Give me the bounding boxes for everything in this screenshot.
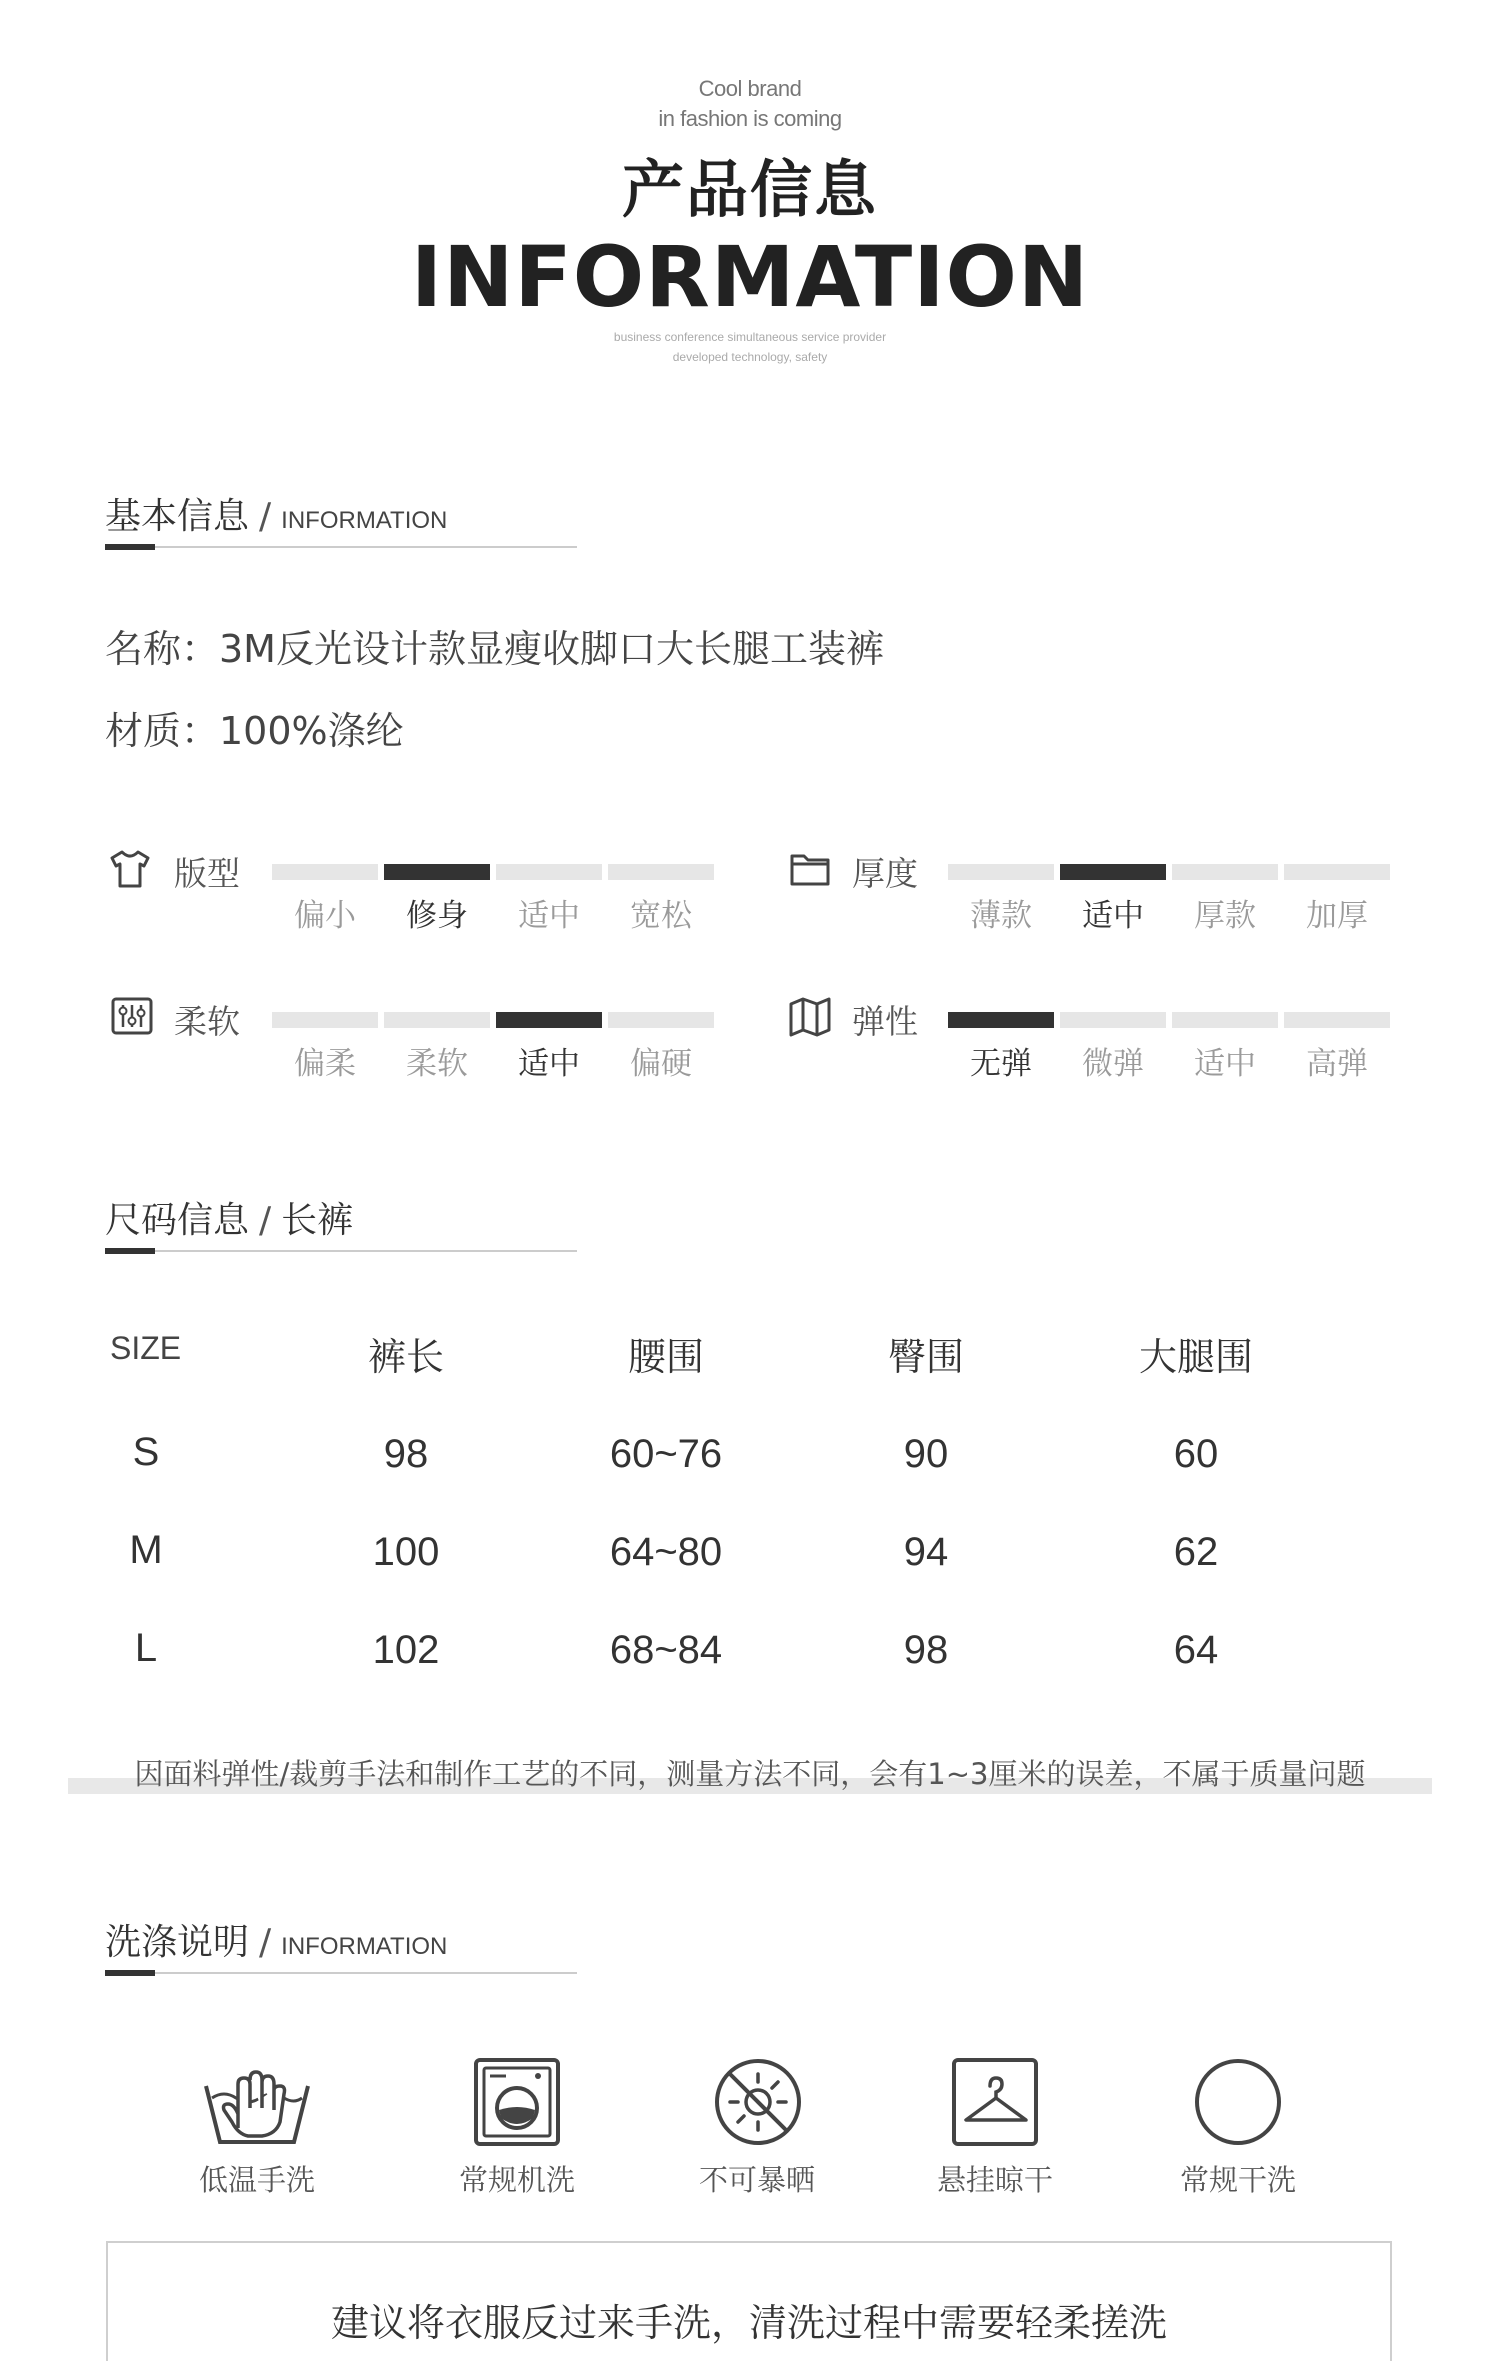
thickness-option: 厚款 [1194,898,1256,934]
table-cell-size: L [134,1626,158,1670]
dry-clean-icon [1183,2056,1293,2150]
brand-line-2: in fashion is coming [658,106,842,131]
thickness-option-selected: 适中 [1082,898,1144,934]
no-sun-icon [703,2056,813,2150]
care-section-divider [105,1972,577,1974]
hand-wash-icon [202,2058,312,2152]
table-cell: 102 [372,1628,440,1672]
softness-option: 偏柔 [294,1046,356,1082]
attr-label-thickness: 厚度 [852,854,918,893]
care-label: 常规机洗 [458,2163,575,2197]
elasticity-option: 高弹 [1306,1046,1368,1082]
basic-section-title: 基本信息 / INFORMATION [105,496,448,537]
elasticity-bar-segment [1060,1012,1166,1028]
size-section-divider [105,1250,577,1252]
care-label: 常规干洗 [1179,2163,1296,2197]
table-header-thigh: 大腿围 [1138,1335,1253,1379]
table-cell: 68~84 [609,1628,723,1672]
folder-icon [788,846,832,894]
softness-bar-segment-selected [496,1012,602,1028]
table-header-size: SIZE [110,1330,182,1366]
care-title-cn: 洗涤说明 [105,1922,250,1963]
table-cell: 90 [903,1432,949,1476]
elasticity-bar-segment-selected [948,1012,1054,1028]
table-cell: 60~76 [609,1432,723,1476]
attr-label-fit: 版型 [174,854,240,893]
elasticity-bar-segment [1284,1012,1390,1028]
attr-label-elasticity: 弹性 [852,1002,918,1041]
softness-option: 柔软 [406,1046,468,1082]
basic-title-en: INFORMATION [281,507,448,534]
page-title-cn: 产品信息 [621,153,878,226]
attr-label-softness: 柔软 [174,1002,240,1041]
softness-bar-segment [272,1012,378,1028]
care-title-en: INFORMATION [281,1933,448,1960]
page-title-en: INFORMATION [410,228,1090,326]
table-cell: 98 [383,1432,429,1476]
fit-bar-segment-selected [384,864,490,880]
washing-machine-icon [462,2058,572,2152]
product-name: 名称：3M反光设计款显瘦收脚口大长腿工装裤 [105,627,884,671]
measurement-note: 因面料弹性/裁剪手法和制作工艺的不同，测量方法不同，会有1~3厘米的误差，不属于质量问题 [134,1757,1366,1791]
care-label: 低温手洗 [198,2163,315,2197]
table-header-hip: 臀围 [887,1335,964,1379]
basic-title-cn: 基本信息 [105,496,250,537]
brand-line-1: Cool brand [698,76,802,101]
map-icon [788,994,832,1042]
table-cell: 98 [903,1628,949,1672]
care-section-accent [105,1970,155,1976]
table-cell: 64 [1173,1628,1219,1672]
fit-option: 适中 [518,898,580,934]
hanger-icon [940,2058,1050,2152]
softness-bar-segment [384,1012,490,1028]
product-material: 材质：100%涤纶 [105,709,404,753]
sliders-icon [110,994,154,1042]
fit-bar-segment [608,864,714,880]
fit-option-selected: 修身 [406,898,468,934]
fit-bar-segment [272,864,378,880]
softness-option-selected: 适中 [518,1046,580,1082]
basic-section-accent [105,544,155,550]
elasticity-bar-segment [1172,1012,1278,1028]
size-section-accent [105,1248,155,1254]
basic-section-divider [105,546,577,548]
elasticity-option: 适中 [1194,1046,1256,1082]
elasticity-option: 微弹 [1082,1046,1144,1082]
thickness-bar-segment [1172,864,1278,880]
fit-bar-segment [496,864,602,880]
size-title-sub: 长裤 [281,1200,354,1241]
care-label: 不可暴晒 [698,2163,815,2197]
thickness-option: 加厚 [1306,898,1368,934]
fit-option: 宽松 [630,898,692,934]
size-section-title: 尺码信息 / 长裤 [105,1200,354,1241]
thickness-bar-segment [948,864,1054,880]
elasticity-option-selected: 无弹 [970,1046,1032,1082]
thickness-option: 薄款 [970,898,1032,934]
table-header-length: 裤长 [367,1335,444,1379]
fit-option: 偏小 [294,898,356,934]
care-label: 悬挂晾干 [936,2163,1053,2197]
table-cell: 60 [1173,1432,1219,1476]
table-cell-size: S [132,1430,160,1474]
table-cell: 100 [372,1530,440,1574]
size-title-cn: 尺码信息 [105,1200,250,1241]
care-advice-text: 建议将衣服反过来手洗，清洗过程中需要轻柔搓洗 [330,2301,1167,2345]
care-section-title: 洗涤说明 / INFORMATION [105,1922,448,1963]
thickness-bar-segment [1284,864,1390,880]
tagline-1: business conference simultaneous service provider [613,330,887,344]
table-header-waist: 腰围 [627,1335,704,1379]
thickness-bar-segment-selected [1060,864,1166,880]
tagline-2: developed technology, safety [672,350,828,364]
table-cell-size: M [129,1528,163,1572]
table-cell: 62 [1173,1530,1219,1574]
table-cell: 94 [903,1530,949,1574]
softness-option: 偏硬 [630,1046,692,1082]
tshirt-icon [108,846,152,894]
softness-bar-segment [608,1012,714,1028]
table-cell: 64~80 [609,1530,723,1574]
